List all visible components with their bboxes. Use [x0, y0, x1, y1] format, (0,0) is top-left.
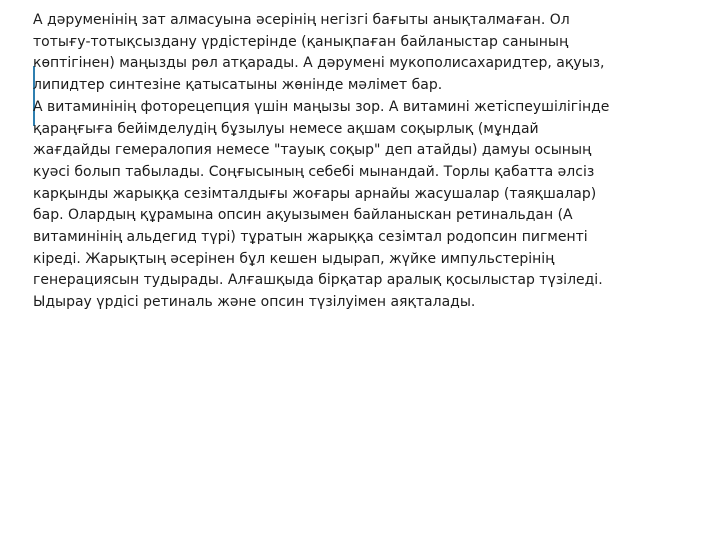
text-line: генерациясын тудырады. Алғашқыда бірқатар аралық қосылыстар түзіледі.: [33, 272, 603, 289]
text-line: куәсі болып табылады. Соңғысының себебі мынандай. Торлы қабатта әлсіз: [33, 163, 595, 180]
text-line: қараңғыға бейімделудің бұзылуы немесе ақшам соқырлық (мұндай: [33, 120, 539, 137]
text-line: жағдайды гемералопия немесе "тауық соқыр" деп атайды) дамуы осының: [33, 142, 592, 159]
body-text: [33, 10, 705, 314]
text-line: тотығу-тотықсыздану үрдістерінде (қанықпаған байланыстар санының: [33, 33, 569, 50]
text-line: кіреді. Жарықтың әсерінен бұл кешен ыдырап, жүйке импульстерінің: [33, 250, 555, 267]
text-line: карқынды жарыққа сезімталдығы жоғары арнайы жасушалар (таяқшалар): [33, 185, 597, 202]
text-line: А витаминінің фоторецепция үшін маңызы зор. А витамині жетіспеушілігінде: [33, 98, 610, 115]
text-line: липидтер синтезіне қатысатыны жөнінде мәлімет бар.: [33, 77, 443, 94]
text-line: көптігінен) маңызды рөл атқарады. А дәрумені мукополисахаридтер, ақуыз,: [33, 55, 605, 72]
text-line: А дәруменінің зат алмасуына әсерінің негізгі бағыты анықталмаған. Ол: [33, 12, 570, 28]
text-line: витаминінің альдегид түрі) тұратын жарыққа сезімтал родопсин пигменті: [33, 229, 588, 246]
text-line: Ыдырау үрдісі ретиналь және опсин түзілуімен аяқталады.: [33, 294, 476, 311]
text-line: бар. Олардың құрамына опсин ақуызымен байланыскан ретинальдан (А: [33, 207, 573, 224]
